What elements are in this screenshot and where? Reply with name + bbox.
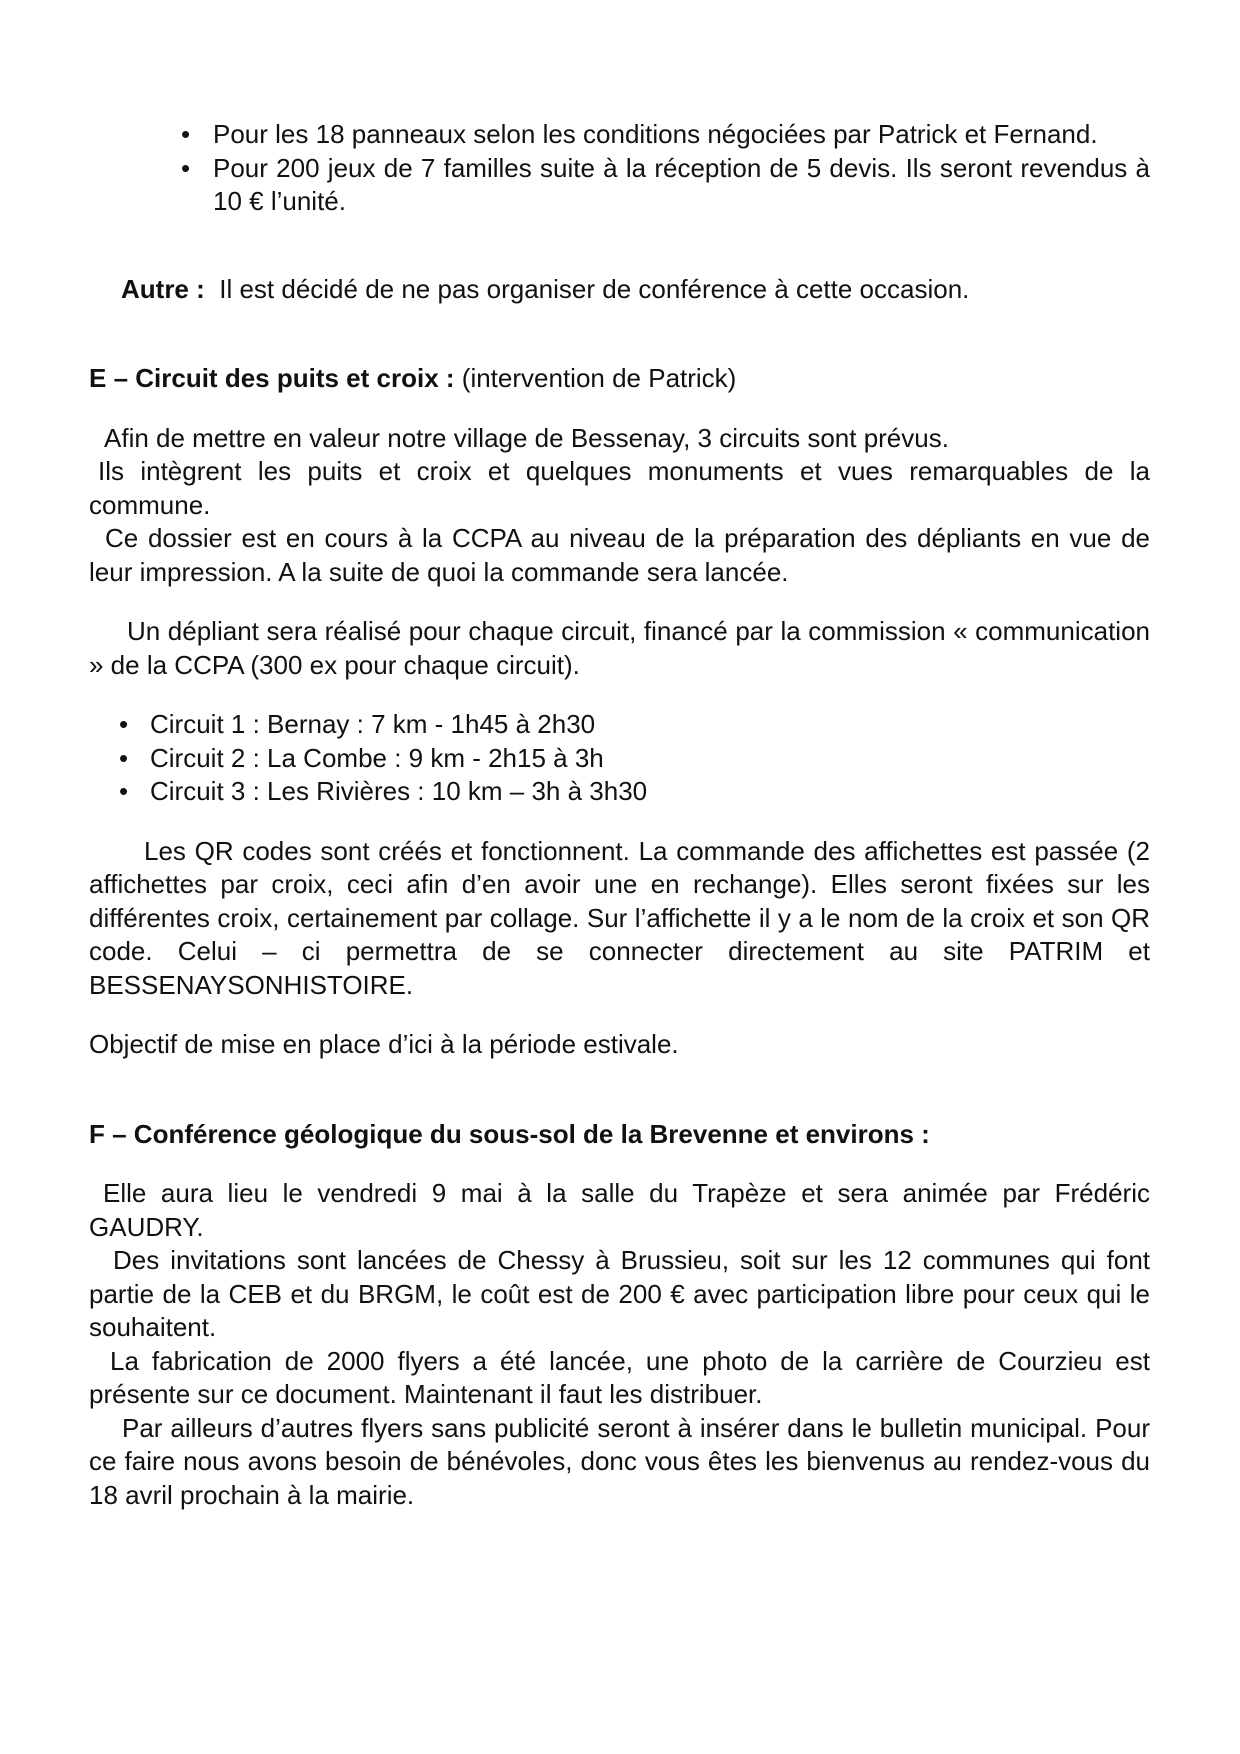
section-e-subtitle: (intervention de Patrick)	[461, 363, 737, 393]
section-f-heading: F – Conférence géologique du sous-sol de la Brevenne et environs :	[89, 1118, 930, 1149]
list-item: • Pour 200 jeux de 7 familles suite à la réception de 5 devis. Ils seront revendus à 10 € l’unité.	[213, 152, 1150, 219]
section-f-para-2: Des invitations sont lancées de Chessy à Brussieu, soit sur les 12 communes qui font partie de la CEB et du BRGM, le coût est de 200 € avec participation libre pour ceux qui le souhaitent.	[89, 1245, 1150, 1342]
list-item: • Circuit 2 : La Combe : 9 km - 2h15 à 3h	[150, 742, 1150, 776]
section-e-title: E – Circuit des puits et croix :	[89, 363, 455, 393]
section-e-para-4: Un dépliant sera réalisé pour chaque circuit, financé par la commission « communication » de la CCPA (300 ex pour chaque circuit).	[89, 616, 1150, 680]
list-item: • Circuit 3 : Les Rivières : 10 km – 3h à 3h30	[150, 775, 1150, 809]
section-e-para-6: Objectif de mise en place d’ici à la période estivale.	[89, 1029, 679, 1059]
section-e-para-2: Ils intègrent les puits et croix et quelques monuments et vues remarquables de la commune.	[89, 456, 1150, 520]
section-f-para-3: La fabrication de 2000 flyers a été lancée, une photo de la carrière de Courzieu est présente sur ce document. Maintenant il faut les distribuer.	[89, 1345, 1150, 1409]
section-e-para-5: Les QR codes sont créés et fonctionnent. La commande des affichettes est passée (2 affichettes par croix, ceci afin d’en avoir une en rechange). Elles seront fixées sur les différentes croix, certainement par collage. Sur l’affichette il y a le nom de la croix et son QR code. Celui – ci permettra de se connecter directement au site PATRIM et BESSENAYSONHISTOIRE.	[89, 835, 1150, 1000]
list-item: • Circuit 1 : Bernay : 7 km - 1h45 à 2h30	[150, 708, 1150, 742]
list-item: • Pour les 18 panneaux selon les conditions négociées par Patrick et Fernand.	[213, 118, 1150, 152]
circuit-list	[89, 708, 1150, 809]
autre-text: Il est décidé de ne pas organiser de conférence à cette occasion.	[219, 273, 970, 304]
section-f-para-1: Elle aura lieu le vendredi 9 mai à la salle du Trapèze et sera animée par Frédéric GAUDRY.	[89, 1178, 1150, 1242]
section-e-para-1: Afin de mettre en valeur notre village de Bessenay, 3 circuits sont prévus.	[104, 422, 949, 453]
top-bullet-list	[89, 118, 1150, 219]
section-f-para-4: Par ailleurs d’autres flyers sans publicité seront à insérer dans le bulletin municipal. Pour ce faire nous avons besoin de bénévoles, donc vous êtes les bienvenus au rendez-vous du 18 avril prochain à la mairie.	[89, 1412, 1150, 1510]
autre-label: Autre :	[121, 273, 205, 304]
autre-paragraph	[89, 273, 1150, 307]
section-e-para-3: Ce dossier est en cours à la CCPA au niveau de la préparation des dépliants en vue de leur impression. A la suite de quoi la commande sera lancée.	[89, 523, 1150, 587]
section-e-heading	[89, 362, 1150, 396]
